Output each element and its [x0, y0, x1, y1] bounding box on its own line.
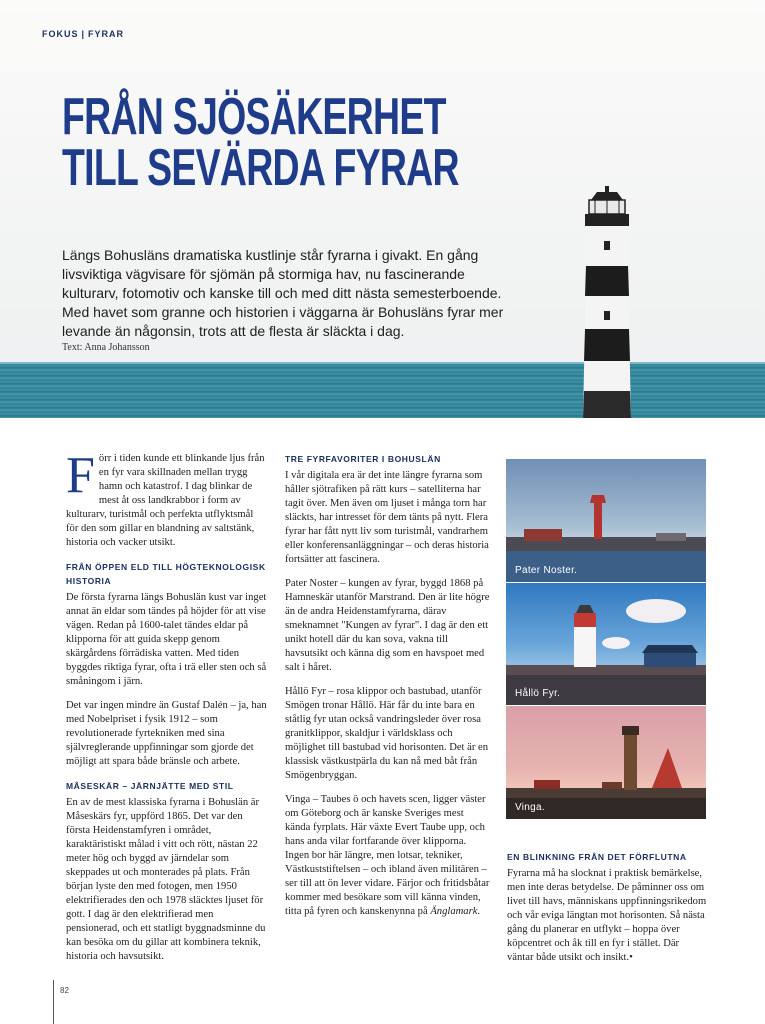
photo-caption: Vinga. — [515, 802, 545, 813]
paragraph-text: Vinga – Taubes ö och havets scen, ligger väster om Göteborg och är kanske Sveriges mest kända fyrplats. Här växte Evert Taube upp, och hans anda vilar fortfarande över klipporna. Ingen bor här längre, men lotsar, tekniker, Västkuststiftelsen – och ibland även militären – ser till att ön lever vidare. Färjor och fritidsbåtar kommer med besökare som vill känna vinden, titta på fyren och kanskenynna på — [285, 794, 490, 917]
article-column-2 — [285, 452, 490, 929]
subheading-history: FRÅN ÖPPEN ELD TILL HÖGTEKNOLOGISK HISTORIA — [66, 562, 266, 586]
song-title: Änglamark — [430, 906, 478, 917]
photo-vinga — [506, 706, 706, 819]
paragraph: En av de mest klassiska fyrarna i Bohuslän är Måseskärs fyr, uppförd 1865. Det var den första Heidenstamfyren i området, karaktäristiskt målad i vitt och rött, nästan 22 meter hög och byggd av järndelar som skeppades ut och monterades på plats. Från början lyste den med fotogen, men 1950 elektrifierades den och 1978 släcktes ljuset för gott. I dag är den elektrifierad men pensionerad, och ett statligt byggnadsminne du kan besöka om du gillar att kombinera teknik, historia och havsutsikt. — [66, 797, 266, 962]
hero-banner — [0, 0, 765, 418]
headline-line-1: FRÅN SJÖSÄKERHET — [62, 88, 446, 146]
lighthouse-illustration — [577, 186, 637, 418]
photo-pater-noster — [506, 459, 706, 582]
drop-cap: F — [66, 447, 95, 504]
subheading-maseskar: MÅSESKÄR – JÄRNJÄTTE MED STIL — [66, 781, 234, 791]
byline: Text: Anna Johansson — [62, 342, 150, 353]
photo-hallo-fyr — [506, 583, 706, 705]
photo-caption: Hållö Fyr. — [515, 688, 561, 699]
paragraph-end: . — [477, 906, 481, 917]
section-sub: FYRAR — [88, 29, 125, 39]
page-rule — [53, 980, 54, 1024]
headline — [62, 88, 459, 197]
photo-caption: Pater Noster. — [515, 565, 578, 576]
lede-paragraph: Längs Bohusläns dramatiska kustlinje står fyrarna i givakt. En gång livsviktiga vägvisare för sjömän på stormiga hav, nu fascinerande kulturarv, fotomotiv och kanske till och med ditt nästa semesterboende. Med havet som granne och historien i väggarna är Bohusläns fyrar mer levande än någonsin, trots att de flesta är släckta i dag. — [62, 247, 504, 339]
paragraph: Det var ingen mindre än Gustaf Dalén – ja, han med Nobelpriset i fysik 1912 – som revolutionerade fyrtekniken med sina självreglerande uppfinningar som gjorde det möjligt att spara både bränsle och arbete. — [66, 700, 267, 767]
sea-image — [0, 364, 765, 418]
subheading-favorites: TRE FYRFAVORITER I BOHUSLÄN — [285, 454, 441, 464]
article-column-3 — [507, 850, 707, 975]
intro-text: örr i tiden kunde ett blinkande ljus från en fyr vara skillnaden mellan trygg hamn och katastrof. I dag blinkar de mest åt oss landkrabbor i form av kulturarv, turistmål och perfekta utflyktsmål för den som gillar en blandning av saltstänk, historia och vacker utsikt. — [66, 453, 265, 548]
paragraph: I vår digitala era är det inte längre fyrarna som håller sjötrafiken på rätt kurs – satelliterna har tagit över. Men även om ljuset i många torn har släckts, har intresset för dem tänts på nytt. Flera fyrar har fått nytt liv som turistmål, vandrarhem eller konferensanläggningar – och deras historia fortsätter att fascinera. — [285, 470, 489, 565]
subheading-closing: EN BLINKNING FRÅN DET FÖRFLUTNA — [507, 852, 687, 862]
paragraph: De första fyrarna längs Bohuslän kust var inget annat än eldar som tändes på höjder för att vise vägen. Redan på 1600-talet tändes eldar på klipporna för att guida skepp genom skärgårdens förrädiska vatten. Med tiden byggdes riktiga fyrar, ofta i trä eller sten och så småningom i järn. — [66, 592, 267, 687]
paragraph: Hållö Fyr – rosa klippor och bastubad, utanför Smögen tronar Hållö. Här får du inte bara en ståtlig fyr utan också vandringsleder över rosa granitklippor, skaldjur i världsklass och möjlighet till bastubad vid horisonten. Det är en klassisk västkustpärla du kan nå med båt från Smögenbryggan. — [285, 686, 489, 781]
article-column-1 — [66, 447, 268, 974]
intro-paragraph — [66, 447, 268, 550]
paragraph: Pater Noster – kungen av fyrar, byggd 1868 på Hamneskär utanför Marstrand. Den är lite högre än de andra Heidenstamfyrarna, därav smeknamnet "Kungen av fyrar". I dag är den ett unikt hotell där du kan sova, vakna till havsutsikt och känna dig som en havspoet med salt i håret. — [285, 578, 490, 673]
page-number: 82 — [60, 986, 69, 995]
paragraph: Fyrarna må ha slocknat i praktisk bemärkelse, men inte deras betydelse. De påminner oss om livet till havs, människans uppfinningsrikedom och vår eviga längtan mot horisonten. Så nästa gång du planerar en utflykt – hoppa över köpcentret och åk till en fyr i stället. Där väntar både utsikt och insikt.• — [507, 868, 707, 963]
paragraph — [285, 793, 490, 919]
headline-line-2: TILL SEVÄRDA FYRAR — [62, 139, 459, 197]
section-label: FOKUS — [42, 29, 79, 39]
section-tag: FOKUS | FYRAR — [42, 29, 125, 39]
